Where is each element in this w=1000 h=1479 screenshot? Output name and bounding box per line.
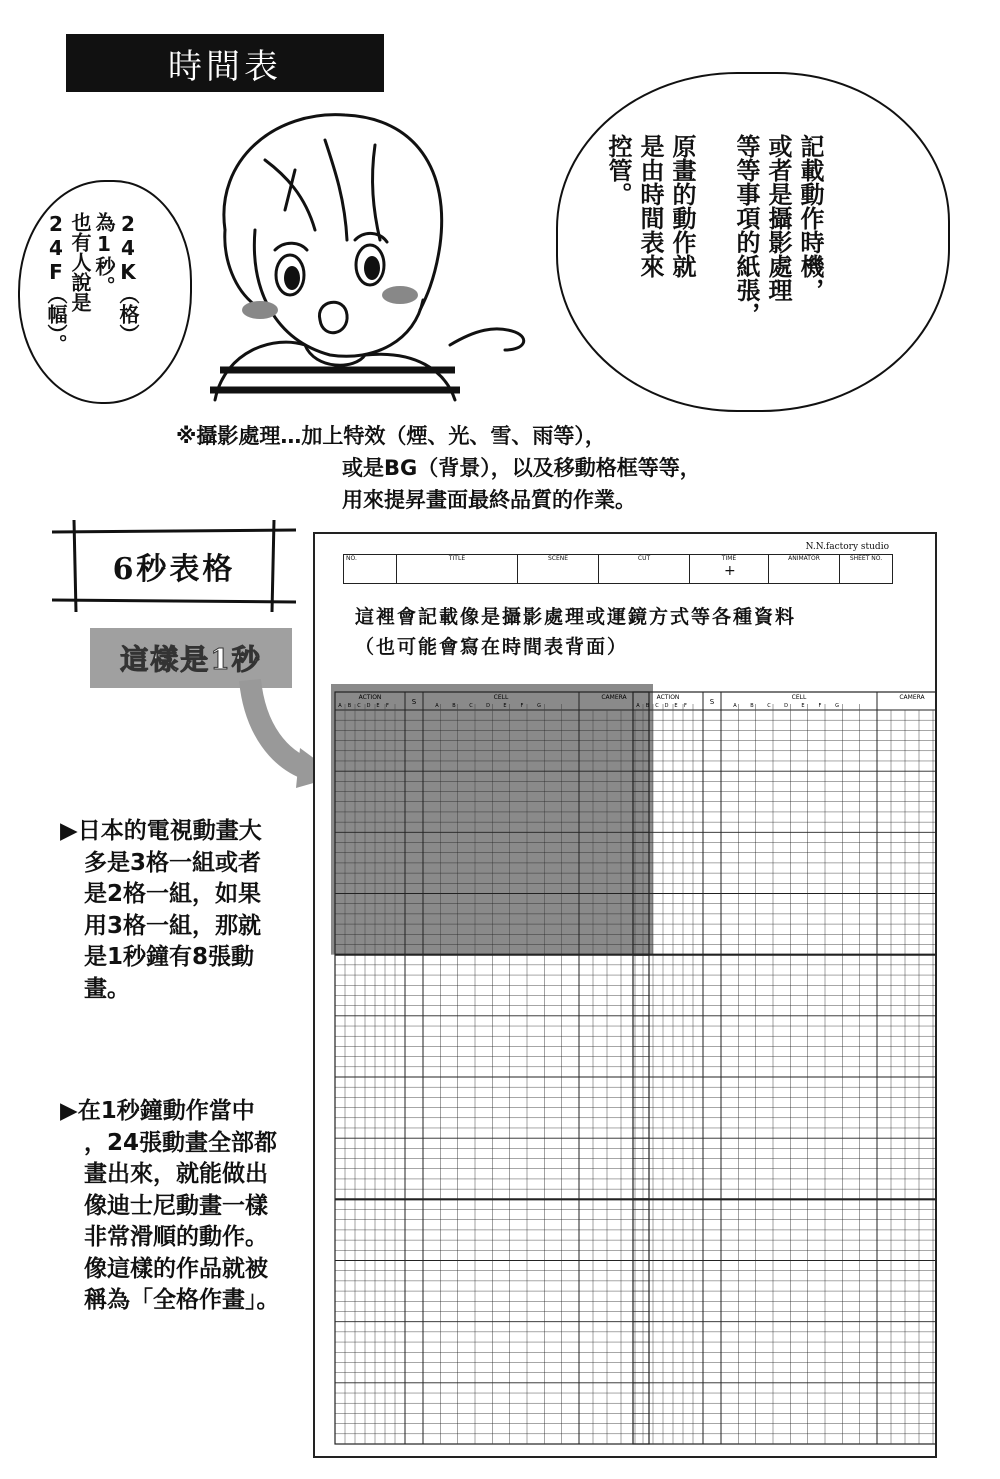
- cell-letter: G: [537, 703, 541, 709]
- action-letter: F: [386, 703, 389, 709]
- action-letter: E: [376, 703, 380, 709]
- text-line: 像迪士尼動畫一樣: [84, 1192, 268, 1219]
- one-second-tag: 這樣是1秒: [90, 628, 292, 688]
- cell-letter: C: [767, 703, 771, 709]
- cell-letter: A: [733, 703, 737, 709]
- timesheet: [313, 532, 937, 1458]
- studio-name: N.N.factory studio: [805, 542, 889, 552]
- cell-letter: B: [750, 703, 754, 709]
- bubble-right-line: 是由時間表來: [636, 134, 664, 278]
- bubble-left-line: 也有人說是: [68, 212, 92, 312]
- text-line: 用3格一組，那就: [84, 912, 262, 939]
- six-second-sheet-label: [52, 520, 296, 612]
- action-label: ACTION: [656, 694, 680, 701]
- grid-frame: [633, 692, 935, 1444]
- action-letter: B: [645, 703, 650, 709]
- bubble-right-line: 或者是攝影處理: [764, 134, 792, 302]
- cell-letter: E: [801, 703, 805, 709]
- action-letter: C: [655, 703, 659, 709]
- header-cell: TITLE: [397, 555, 518, 583]
- header-cell-label: TIME: [721, 555, 737, 562]
- cell-letter: E: [503, 703, 507, 709]
- page-title: 時間表: [66, 34, 384, 92]
- cell-letter: D: [784, 703, 788, 709]
- text-line: 是2格一組，如果: [84, 881, 262, 907]
- bubble-left-line: 24K（格）: [116, 212, 140, 344]
- header-cell: CUT: [599, 555, 690, 583]
- action-letter: D: [664, 703, 669, 709]
- timesheet-grid: [315, 534, 935, 1456]
- bubble-right-line: 原畫的動作就: [668, 134, 696, 278]
- note-line: 或是BG（背景），以及移動格框等等，: [342, 456, 701, 480]
- text-line: ▶在1秒鐘動作當中: [60, 1098, 255, 1124]
- cell-label: CELL: [791, 694, 807, 701]
- header-cell: SHEET NO.: [849, 555, 883, 562]
- text-line: ，24張動畫全部都: [84, 1129, 278, 1156]
- bubble-left-line: 為1秒。: [92, 212, 116, 296]
- cell-letter: C: [469, 703, 473, 709]
- text-line: 畫出來，就能做出: [84, 1161, 268, 1187]
- text-line: 畫。: [84, 975, 130, 1002]
- cell-letter: D: [486, 703, 490, 709]
- header-table: [343, 554, 893, 584]
- desc-line: 這裡會記載像是攝影處理或運鏡方式等各種資料: [355, 606, 797, 628]
- cell-letter: F: [520, 703, 524, 709]
- header-cell: ANIMATOR: [769, 555, 840, 583]
- s-label: S: [411, 698, 417, 706]
- text-line: 非常滑順的動作。: [84, 1224, 268, 1250]
- time-plus: +: [724, 563, 736, 579]
- cell-letter: F: [818, 703, 822, 709]
- camera-label: CAMERA: [601, 694, 627, 701]
- bubble-right-line: 記載動作時機，: [796, 134, 824, 302]
- camera-label: CAMERA: [899, 694, 925, 701]
- cell-label: CELL: [493, 694, 509, 701]
- action-letter: B: [347, 703, 352, 709]
- header-cell: SCENE: [518, 555, 599, 583]
- note-line: ※攝影處理…加上特效（煙、光、雪、雨等），: [176, 424, 606, 448]
- header-cell: NO.: [344, 555, 397, 583]
- desc-line: （也可能會寫在時間表背面）: [355, 636, 629, 658]
- six-second-label-text: 6秒表格: [112, 552, 236, 587]
- explanation-text-2: [60, 1096, 320, 1317]
- text-line: 是1秒鐘有8張動: [84, 944, 255, 970]
- speech-bubble-left: [18, 180, 192, 404]
- action-letter: C: [357, 703, 361, 709]
- action-letter: A: [338, 703, 342, 709]
- explanation-text-1: [60, 816, 300, 1005]
- header-cell: [690, 555, 769, 583]
- bubble-left-line: 24F（幅）。: [44, 212, 68, 354]
- action-label: ACTION: [358, 694, 382, 701]
- bubble-right-line: 等等事項的紙張，: [732, 134, 760, 326]
- cell-letter: A: [435, 703, 439, 709]
- bubble-right-line: 控管。: [604, 134, 632, 206]
- girl-character-illustration: [195, 100, 535, 405]
- action-letter: D: [366, 703, 371, 709]
- note-line: 用來提昇畫面最終品質的作業。: [342, 488, 636, 512]
- text-line: 多是3格一組或者: [84, 849, 262, 876]
- action-letter: F: [684, 703, 687, 709]
- action-letter: A: [636, 703, 640, 709]
- text-line: ▶日本的電視動畫大: [60, 818, 262, 844]
- speech-bubble-right: [556, 72, 950, 412]
- sheet-description: [355, 602, 915, 662]
- text-line: 像這樣的作品就被: [84, 1255, 268, 1282]
- text-line: 稱為「全格作畫」。: [84, 1287, 280, 1313]
- action-letter: E: [674, 703, 678, 709]
- cell-letter: G: [835, 703, 839, 709]
- note-block: [176, 420, 816, 516]
- cell-letter: B: [452, 703, 456, 709]
- s-label: S: [709, 698, 715, 706]
